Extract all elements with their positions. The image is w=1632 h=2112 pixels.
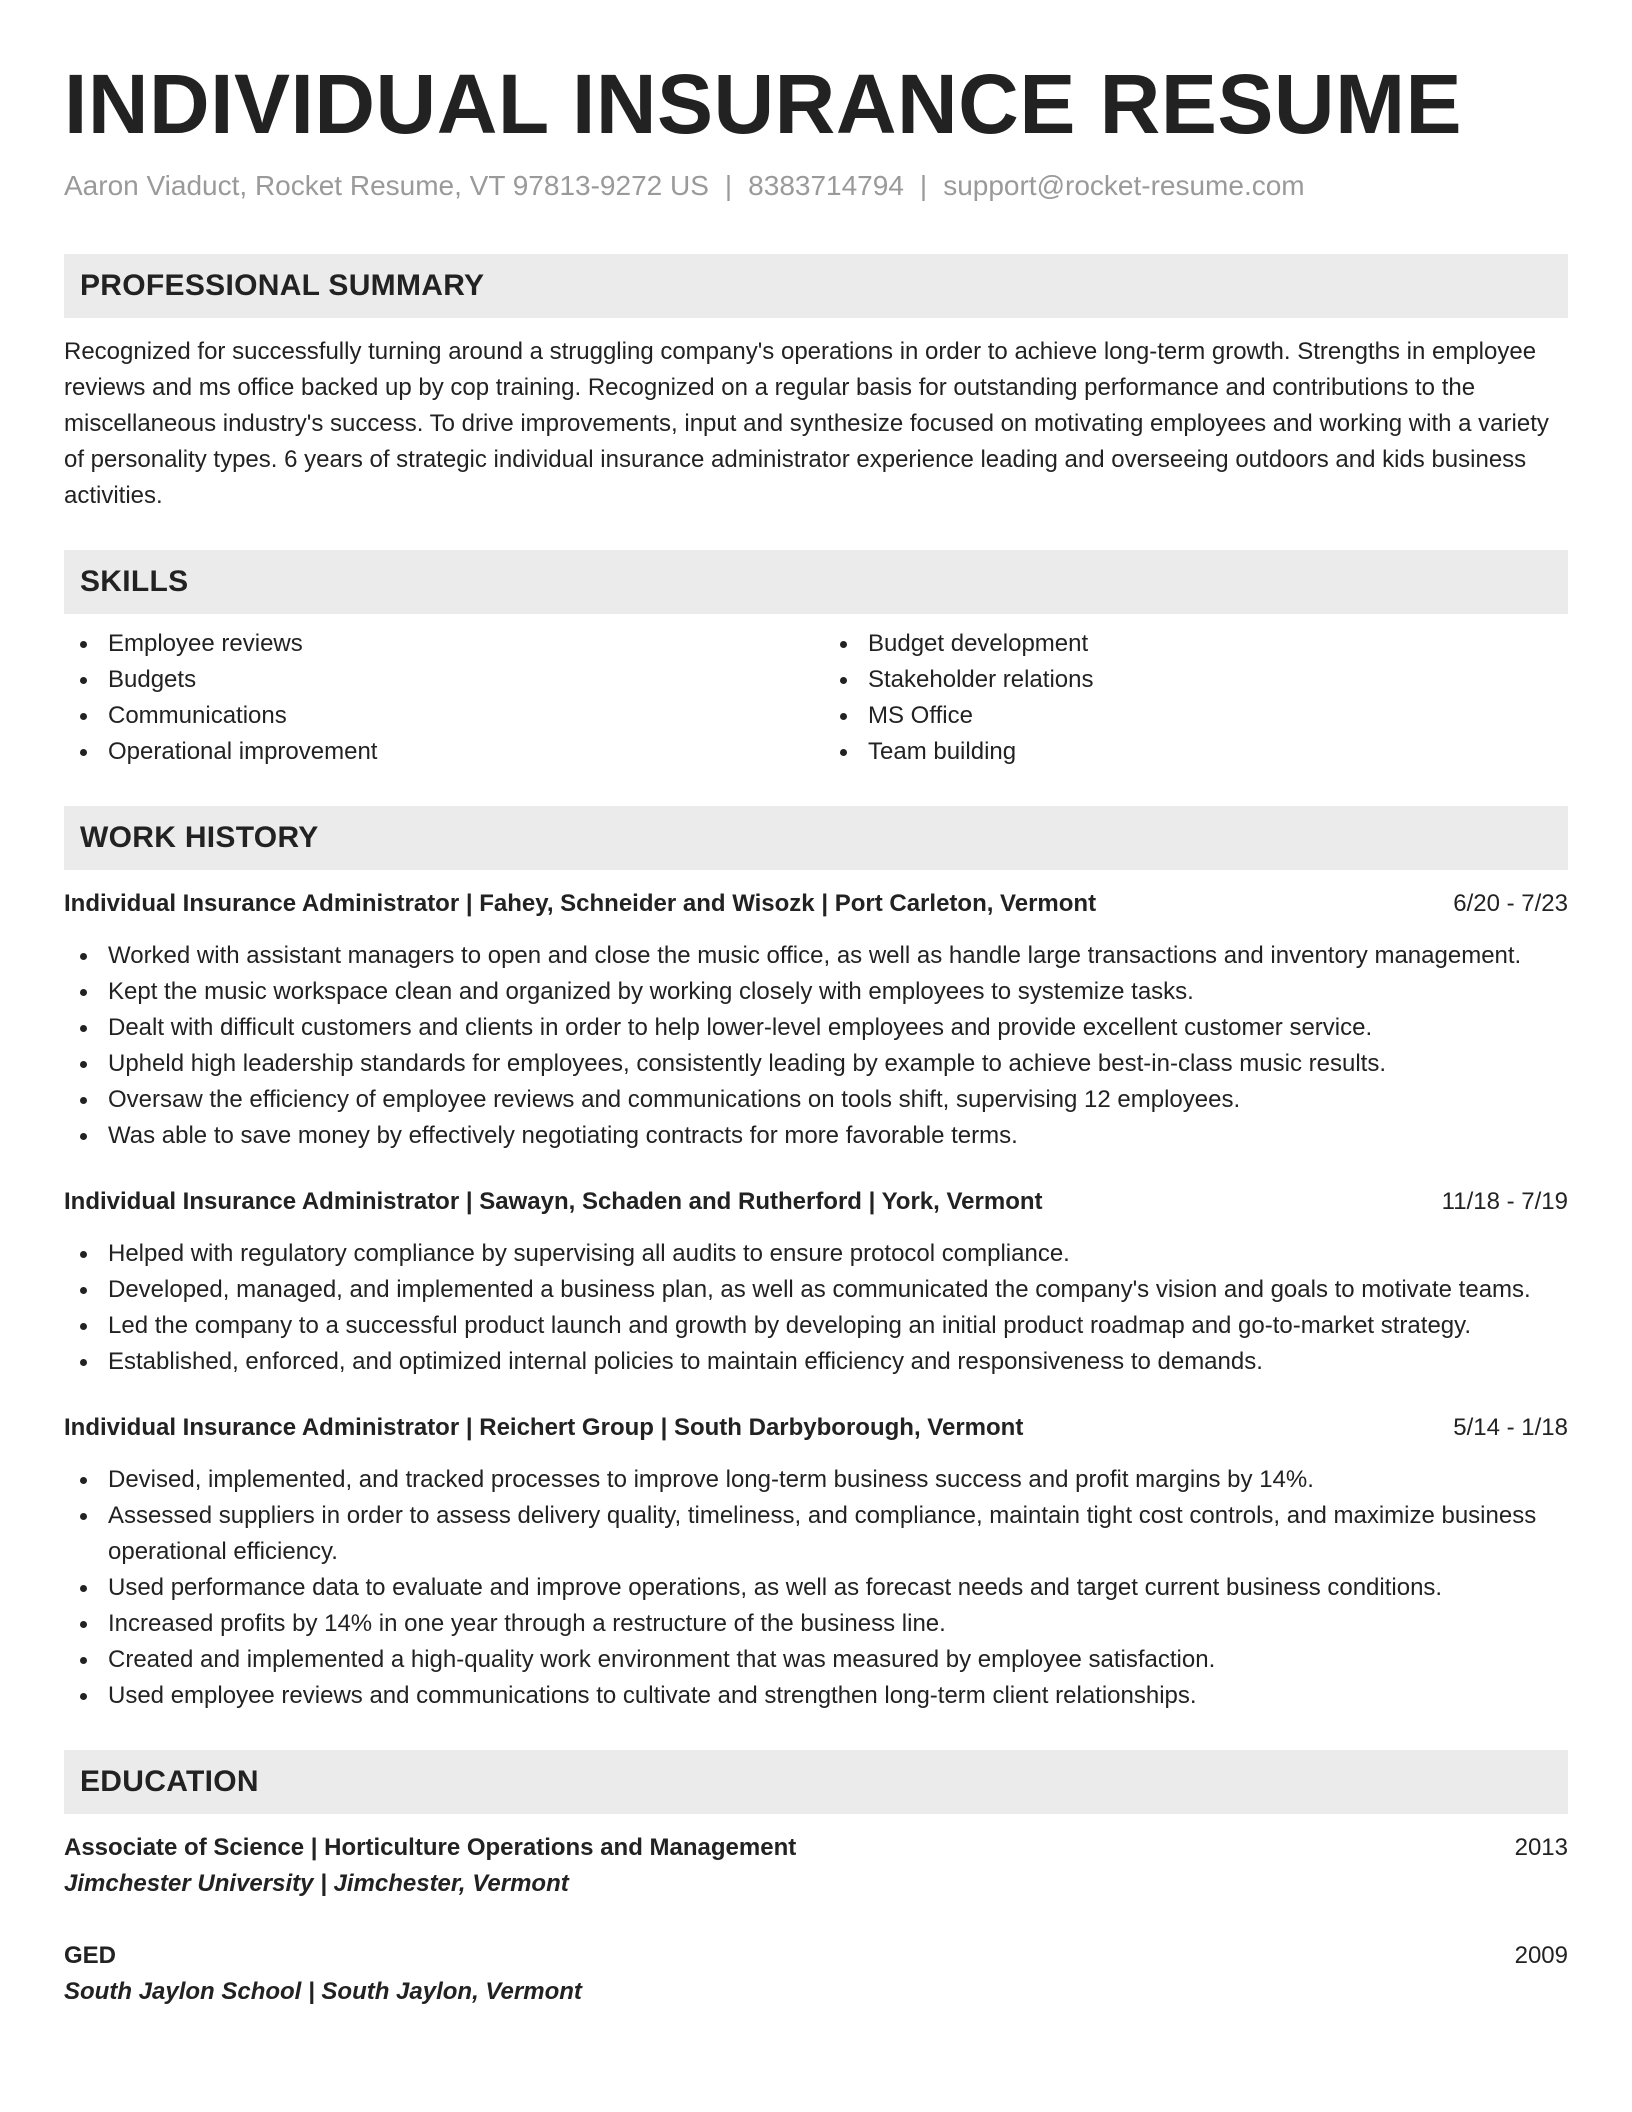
education-degree: Associate of Science | Horticulture Operations and Management [64,1834,797,1861]
job-title: Individual Insurance Administrator | Sawayn, Schaden and Rutherford | York, Vermont [64,1188,1043,1215]
skills-column-right [816,626,1568,770]
job-entry [64,1184,1568,1380]
education-degree: GED [64,1942,117,1969]
job-bullet: Helped with regulatory compliance by supervising all audits to ensure protocol compliance. [64,1236,1568,1272]
job-bullets [64,1236,1568,1380]
job-dates: 11/18 - 7/19 [1441,1188,1568,1215]
job-bullet: Devised, implemented, and tracked processes to improve long-term business success and profit margins by 14%. [64,1462,1568,1498]
education-entry [64,1938,1568,2010]
job-bullets [64,938,1568,1154]
education-header [64,1938,1568,1974]
contact-email: support@rocket-resume.com [943,170,1305,201]
job-title: Individual Insurance Administrator | Fahey, Schneider and Wisozk | Port Carleton, Vermont [64,890,1097,917]
resume-title: INDIVIDUAL INSURANCE RESUME [64,57,1463,151]
job-bullet: Developed, managed, and implemented a business plan, as well as communicated the company's vision and goals to motivate teams. [64,1272,1568,1308]
job-dates: 5/14 - 1/18 [1453,1414,1568,1441]
job-header [64,886,1568,922]
skill-item: Communications [64,698,816,734]
contact-address: Aaron Viaduct, Rocket Resume, VT 97813-9272 US [64,170,709,201]
job-bullet: Dealt with difficult customers and clients in order to help lower-level employees and provide excellent customer service. [64,1010,1568,1046]
skill-item: Budget development [824,626,1568,662]
section-header-work-history: WORK HISTORY [64,806,1568,870]
education-school: South Jaylon School | South Jaylon, Vermont [64,1978,582,2005]
job-entry [64,886,1568,1154]
job-bullet: Increased profits by 14% in one year through a restructure of the business line. [64,1606,1568,1642]
skill-item: MS Office [824,698,1568,734]
education-school: Jimchester University | Jimchester, Vermont [64,1870,569,1897]
job-title: Individual Insurance Administrator | Reichert Group | South Darbyborough, Vermont [64,1414,1024,1441]
section-header-education: EDUCATION [64,1750,1568,1814]
job-bullet: Was able to save money by effectively negotiating contracts for more favorable terms. [64,1118,1568,1154]
job-bullet: Oversaw the efficiency of employee reviews and communications on tools shift, supervising 12 employees. [64,1082,1568,1118]
skills-list [64,626,1568,770]
skills-column-left [64,626,816,770]
section-header-summary: PROFESSIONAL SUMMARY [64,254,1568,318]
job-entry [64,1410,1568,1714]
skill-item: Budgets [64,662,816,698]
job-dates: 6/20 - 7/23 [1453,890,1568,917]
job-bullet: Upheld high leadership standards for employees, consistently leading by example to achieve best-in-class music results. [64,1046,1568,1082]
education-entry [64,1830,1568,1902]
job-bullet: Led the company to a successful product launch and growth by developing an initial product roadmap and go-to-market strategy. [64,1308,1568,1344]
skill-item: Operational improvement [64,734,816,770]
job-bullet: Worked with assistant managers to open and close the music office, as well as handle large transactions and inventory management. [64,938,1568,974]
job-bullet: Used performance data to evaluate and improve operations, as well as forecast needs and target current business conditions. [64,1570,1568,1606]
section-header-skills: SKILLS [64,550,1568,614]
skill-item: Team building [824,734,1568,770]
job-bullet: Assessed suppliers in order to assess delivery quality, timeliness, and compliance, maintain tight cost controls, and maximize business operational efficiency. [64,1498,1568,1570]
contact-separator: | [919,170,928,201]
contact-phone: 8383714794 [748,170,904,201]
summary-text: Recognized for successfully turning around a struggling company's operations in order to achieve long-term growth. Strengths in employee reviews and ms office backed up by cop training. Recognized on a regular basis for outstanding performance and contributions to the miscellaneous industry's success. To drive improvements, input and synthesize focused on motivating employees and working with a variety of personality types. 6 years of strategic individual insurance administrator experience leading and overseeing outdoors and kids business activities. [64,338,1549,509]
skill-item: Employee reviews [64,626,816,662]
education-year: 2009 [1514,1942,1568,1969]
job-header [64,1184,1568,1220]
skill-item: Stakeholder relations [824,662,1568,698]
job-bullet: Created and implemented a high-quality work environment that was measured by employee satisfaction. [64,1642,1568,1678]
job-header [64,1410,1568,1446]
job-bullet: Established, enforced, and optimized internal policies to maintain efficiency and responsiveness to demands. [64,1344,1568,1380]
education-header [64,1830,1568,1866]
contact-line [64,168,1568,204]
education-year: 2013 [1514,1834,1568,1861]
job-bullet: Kept the music workspace clean and organized by working closely with employees to systemize tasks. [64,974,1568,1010]
job-bullets [64,1462,1568,1714]
job-bullet: Used employee reviews and communications to cultivate and strengthen long-term client relationships. [64,1678,1568,1714]
contact-separator: | [724,170,733,201]
